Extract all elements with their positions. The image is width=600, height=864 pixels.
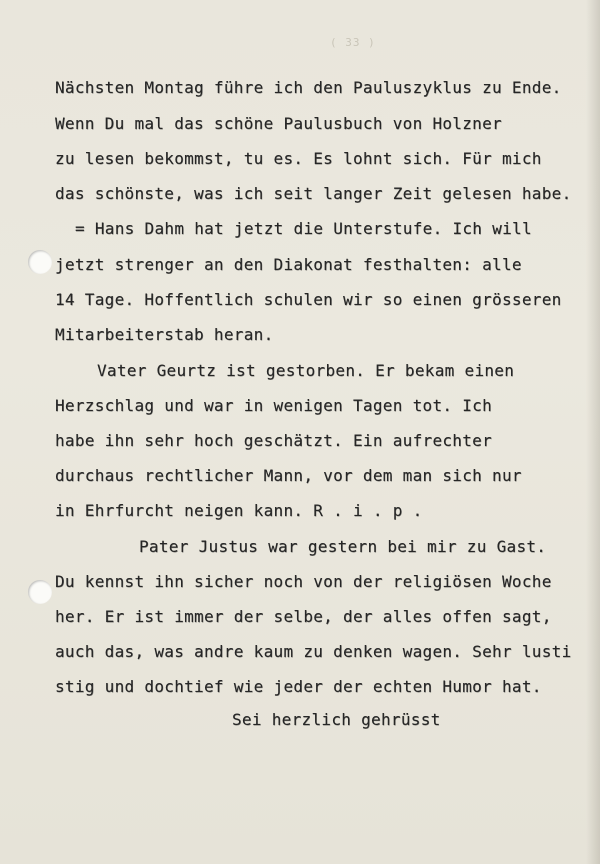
text-line: Herzschlag und war in wenigen Tagen tot. Ich <box>55 396 493 415</box>
text-line: durchaus rechtlicher Mann, vor dem man sich nur <box>55 466 522 485</box>
punch-hole-bottom <box>28 580 52 604</box>
punch-hole-top <box>28 250 52 274</box>
text-line: Pater Justus war gestern bei mir zu Gast. <box>139 537 547 556</box>
text-line: zu lesen bekommst, tu es. Es lohnt sich. Für mich <box>55 149 542 168</box>
text-line: Vater Geurtz ist gestorben. Er bekam einen <box>97 361 515 380</box>
text-line: habe ihn sehr hoch geschätzt. Ein aufrechter <box>55 431 493 450</box>
text-line: Mitarbeiterstab heran. <box>55 325 274 344</box>
text-line: her. Er ist immer der selbe, der alles offen sagt, <box>55 607 552 626</box>
text-line: Du kennst ihn sicher noch von der religiösen Woche <box>55 572 552 591</box>
faint-bleedthrough-mark: ( 33 ) <box>330 36 376 49</box>
text-line: = Hans Dahm hat jetzt die Unterstufe. Ich will <box>75 219 532 238</box>
text-line: auch das, was andre kaum zu denken wagen. Sehr lusti <box>55 642 572 661</box>
text-line: in Ehrfurcht neigen kann. R . i . p . <box>55 501 423 520</box>
text-line: das schönste, was ich seit langer Zeit gelesen habe. <box>55 184 572 203</box>
text-line: Nächsten Montag führe ich den Pauluszyklus zu Ende. <box>55 78 562 97</box>
text-line: jetzt strenger an den Diakonat festhalten: alle <box>55 255 522 274</box>
text-line: stig und dochtief wie jeder der echten Humor hat. <box>55 677 542 696</box>
text-line: Wenn Du mal das schöne Paulusbuch von Holzner <box>55 114 502 133</box>
closing-line: Sei herzlich gehrüsst <box>232 710 441 729</box>
text-line: 14 Tage. Hoffentlich schulen wir so einen grösseren <box>55 290 562 309</box>
page-edge-shadow <box>586 0 600 864</box>
